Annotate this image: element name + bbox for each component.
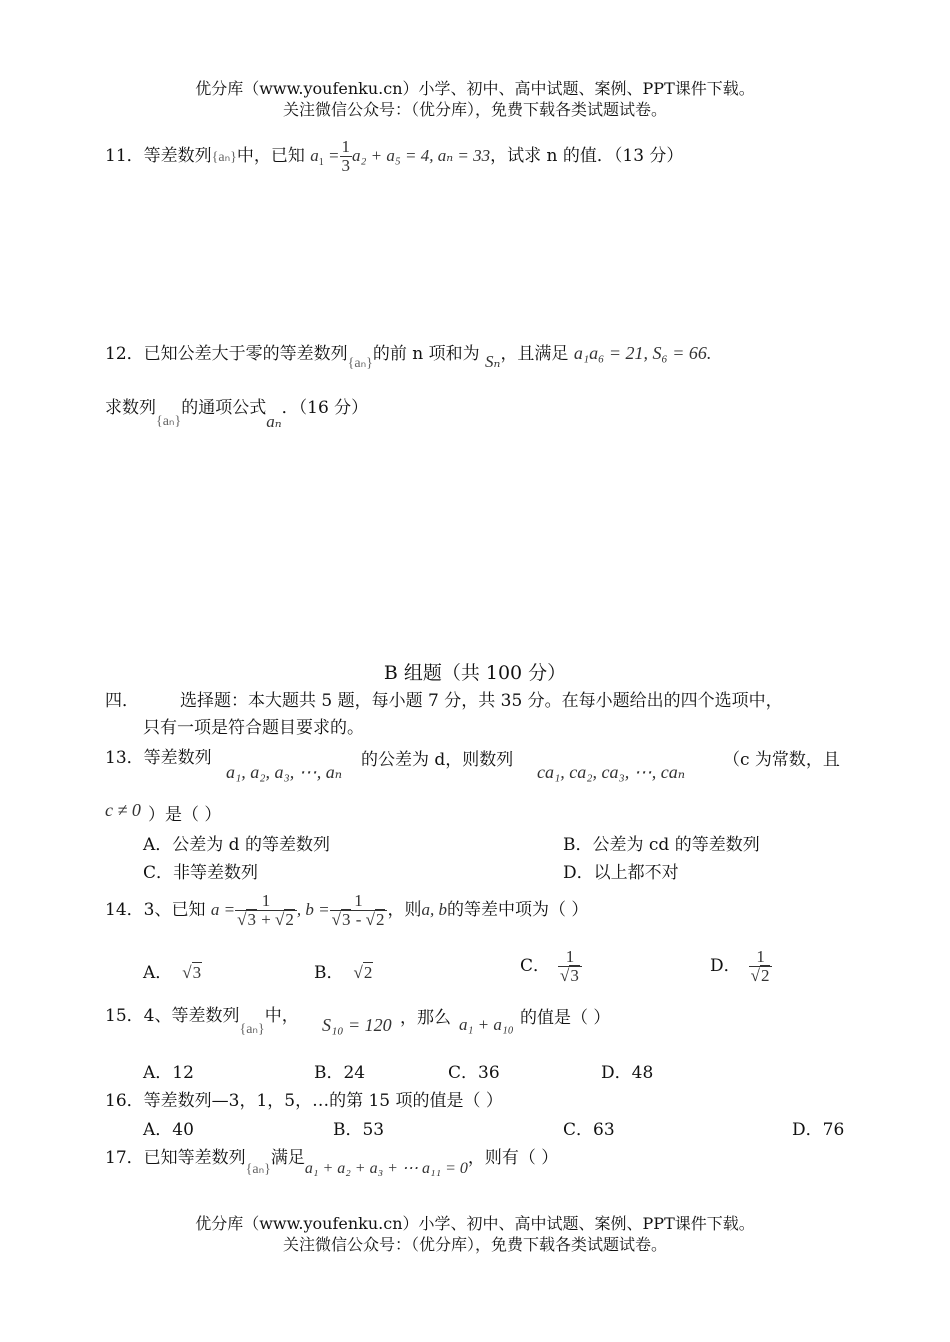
- option-c[interactable]: C．非等差数列: [143, 863, 259, 883]
- question-text: ，试求 n 的值．（13 分）: [490, 146, 684, 166]
- math-s10: S₁₀ = 120: [322, 1015, 392, 1035]
- math-a1: $a_1$ =: [310, 146, 340, 168]
- question-text: 已知公差大于零的等差数列: [143, 344, 348, 364]
- sequence-notation: {aₙ}: [347, 356, 373, 371]
- option-a[interactable]: A．12: [143, 1063, 194, 1083]
- math-sequence-a: a₁, a₂, a₃, ⋯, aₙ: [226, 762, 343, 782]
- question-13: [105, 745, 212, 771]
- option-d[interactable]: D．以上都不对: [563, 863, 679, 883]
- question-text: ，且满足: [500, 344, 569, 364]
- option-b[interactable]: B． √2: [314, 963, 373, 983]
- header-line-1: 优分库（www.youfenku.cn）小学、初中、高中试题、案例、PPT课件下载。: [195, 79, 755, 98]
- question-text: （c 为常数，且: [723, 750, 840, 770]
- question-text: 的通项公式: [181, 398, 267, 418]
- question-number: 11．: [105, 146, 144, 166]
- question-text: 等差数列—3，1，5，…的第 15 项的值是（ ）: [143, 1091, 503, 1111]
- question-text: 的值是（ ）: [520, 1008, 611, 1028]
- math-condition: a₂ + a₅ = 4, aₙ = 33: [352, 146, 491, 165]
- question-text: 4、等差数列: [143, 1006, 240, 1026]
- question-15: [105, 1003, 299, 1043]
- option-a[interactable]: A． √3: [143, 963, 202, 983]
- option-d[interactable]: D． $\frac{1}{√2}$: [710, 944, 772, 988]
- option-b[interactable]: B．公差为 cd 的等差数列: [563, 835, 760, 855]
- question-text: ，那么: [400, 1008, 451, 1028]
- option-a[interactable]: A．40: [143, 1120, 194, 1140]
- sequence-notation: {aₙ}: [239, 1022, 265, 1037]
- question-number: 17．: [105, 1148, 144, 1168]
- question-16: [105, 1086, 503, 1111]
- option-c[interactable]: C． $\frac{1}{√3}$: [520, 944, 582, 988]
- question-text: 中，已知: [236, 146, 305, 166]
- option-d[interactable]: D．48: [601, 1063, 654, 1083]
- question-text: 3、已知: [143, 900, 206, 920]
- question-text: 的等差中项为（ ）: [446, 900, 589, 920]
- header-line-2: 关注微信公众号：（优分库），免费下载各类试题试卷。: [282, 100, 667, 119]
- option-b[interactable]: B．24: [314, 1063, 366, 1083]
- option-a[interactable]: A．公差为 d 的等差数列: [143, 835, 330, 855]
- question-text: 等差数列: [143, 146, 212, 166]
- math-sum: a₁ + a₁₀: [459, 1015, 514, 1034]
- question-11: [105, 138, 683, 178]
- question-number: 12．: [105, 344, 144, 364]
- question-14: [105, 888, 588, 932]
- option-c[interactable]: C．63: [563, 1120, 615, 1140]
- question-text: 求数列: [105, 398, 156, 418]
- sequence-notation: {aₙ}: [211, 150, 237, 165]
- option-c[interactable]: C．36: [448, 1063, 500, 1083]
- fraction-a: $\frac{1}{√3 + √2}$: [235, 892, 297, 929]
- math-ab: a, b: [421, 900, 447, 919]
- option-d[interactable]: D．76: [792, 1120, 845, 1140]
- question-text: 满足: [270, 1148, 305, 1168]
- question-text: ，则有（ ）: [467, 1148, 559, 1168]
- section-title: B 组题（共 100 分）: [383, 662, 567, 684]
- question-number: 15．: [105, 1006, 144, 1026]
- math-sn: Sₙ: [485, 352, 501, 371]
- question-text: ．（16 分）: [281, 398, 369, 418]
- sequence-notation: {aₙ}: [245, 1162, 271, 1177]
- question-text: ）是（ ）: [148, 805, 222, 825]
- option-b[interactable]: B．53: [333, 1120, 385, 1140]
- sequence-notation: {aₙ}: [156, 414, 182, 429]
- math-a-equals: a =: [210, 900, 236, 919]
- question-text: 的前 n 项和为: [372, 344, 480, 364]
- question-text: 已知等差数列: [143, 1148, 246, 1168]
- math-b-equals: , b =: [296, 900, 330, 919]
- question-text: 中，: [264, 1006, 299, 1026]
- math-sequence-ca: ca₁, ca₂, ca₃, ⋯, caₙ: [537, 762, 686, 782]
- question-number: 14．: [105, 900, 144, 920]
- footer-line-2: 关注微信公众号：（优分库），免费下载各类试题试卷。: [282, 1235, 667, 1254]
- math-condition: a₁ + a₂ + a₃ + ⋯ a₁₁ = 0: [304, 1160, 468, 1177]
- math-condition: c ≠ 0: [105, 800, 141, 820]
- fraction-b: $\frac{1}{√3 - √2}$: [330, 892, 388, 929]
- part-four-line-2: 只有一项是符合题目要求的。: [143, 718, 364, 738]
- question-text: ，则: [387, 900, 422, 920]
- part-four-label: 四．: [105, 691, 139, 711]
- question-number: 13．: [105, 748, 144, 768]
- question-12-line-2: [105, 395, 368, 435]
- question-17: [105, 1145, 558, 1183]
- fraction-one-third: $\frac{1}{3}$: [341, 137, 351, 175]
- footer-line-1: 优分库（www.youfenku.cn）小学、初中、高中试题、案例、PPT课件下载。: [195, 1214, 755, 1233]
- question-text: 的公差为 d，则数列: [361, 750, 514, 770]
- math-condition: a₁a₆ = 21, S₆ = 66.: [573, 343, 712, 363]
- question-number: 16．: [105, 1091, 144, 1111]
- question-text: 等差数列: [143, 748, 212, 768]
- question-12: [105, 340, 711, 377]
- part-four-line-1: 选择题：本大题共 5 题，每小题 7 分，共 35 分。在每小题给出的四个选项中，: [180, 691, 783, 711]
- math-an: aₙ: [266, 412, 282, 431]
